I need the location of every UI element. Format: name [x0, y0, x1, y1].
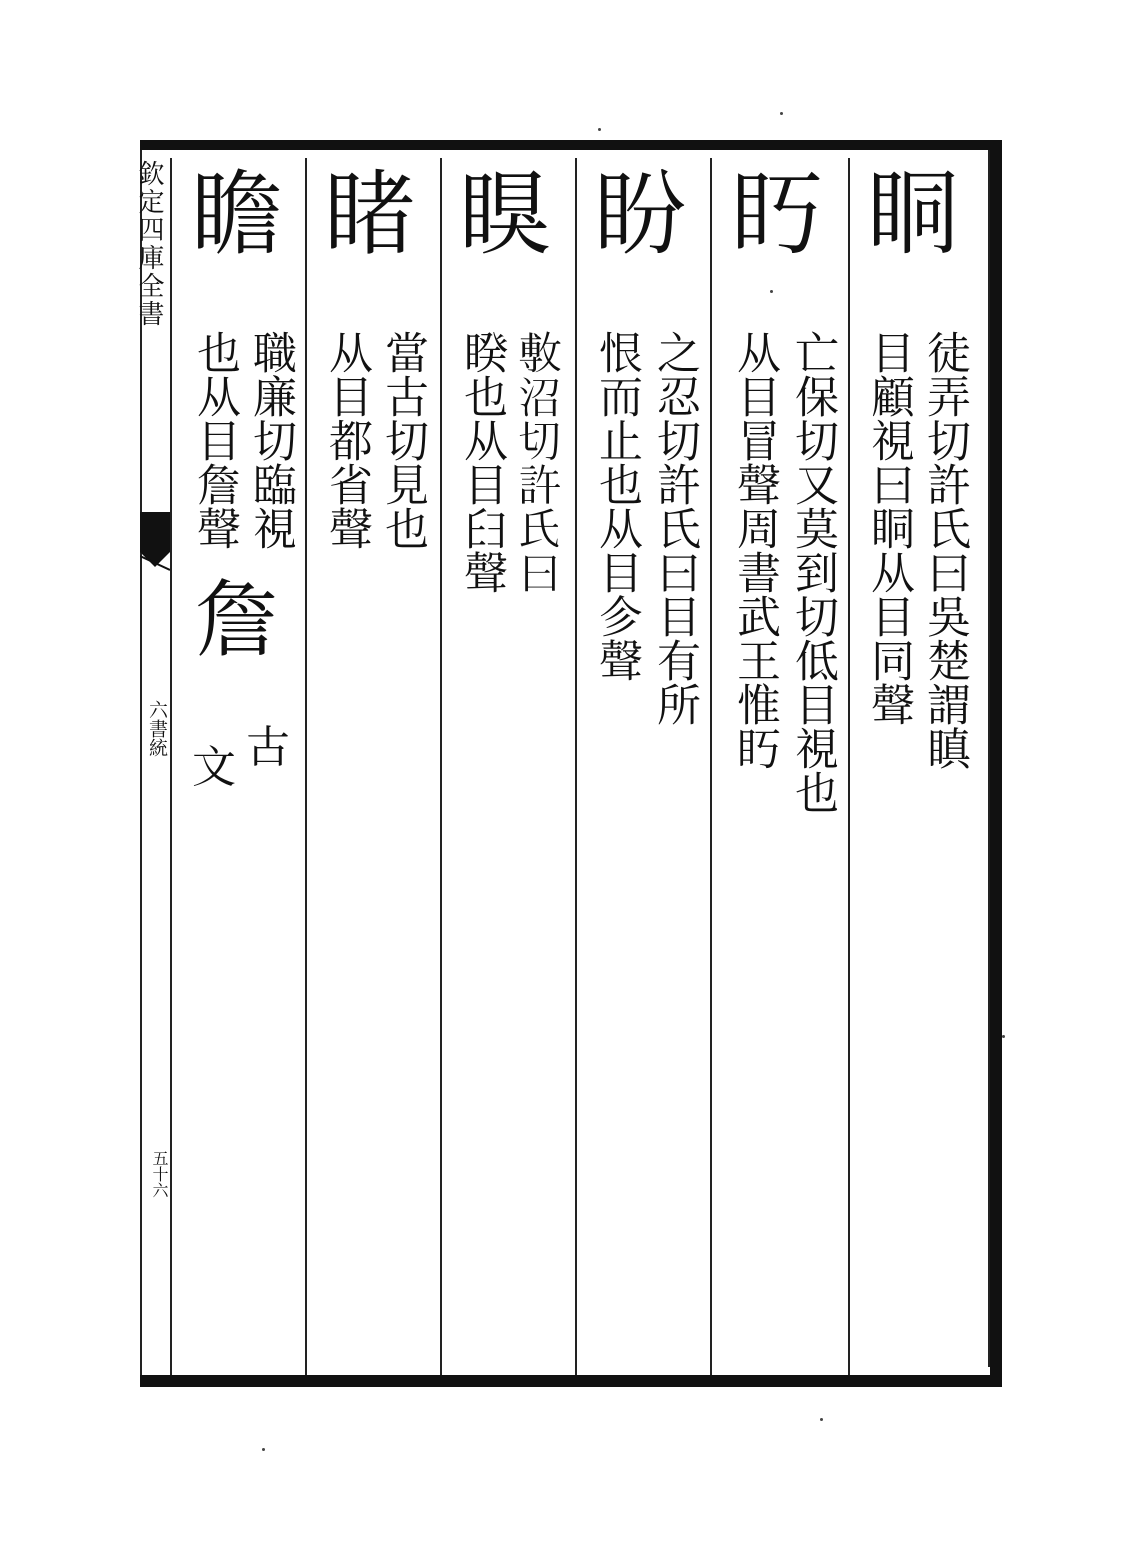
seal-character: 盼 [593, 161, 686, 268]
seal-character: 䀎 [730, 161, 823, 268]
column-divider [170, 158, 172, 1375]
gloss-line: 𢾭沼切許氏曰 [513, 330, 564, 594]
margin-book-name: 六書統 [146, 700, 168, 757]
gloss-line: 徒弄切許氏曰吳楚謂瞋 [919, 330, 970, 770]
gloss-line: 之忍切許氏曰目有所 [649, 330, 700, 726]
column-divider [575, 158, 577, 1375]
gloss-line: 睽也从目𦥑聲 [456, 330, 507, 594]
frame-right-border [990, 140, 1002, 1387]
seal-character: 眮 [866, 161, 959, 268]
gloss-line: 亡保切又莫到切低目視也 [787, 330, 838, 814]
variant-seal-character: 詹 [194, 571, 279, 669]
gloss-line: 从目冒聲周書武王惟䀎 [729, 330, 780, 770]
gloss-line: 从目都省聲 [321, 330, 372, 550]
gloss-line: 恨而止也从目㐱聲 [591, 330, 642, 682]
column-divider [848, 158, 850, 1375]
seal-character: 瞻 [190, 161, 283, 268]
margin-page-number: 五十六 [150, 1150, 169, 1198]
seal-character: 睹 [323, 161, 416, 268]
variant-label: 古 [246, 722, 290, 773]
gloss-line: 當古切見也 [377, 330, 428, 550]
column-divider [988, 150, 990, 1367]
variant-label: 文 [192, 742, 236, 793]
seal-character: 瞁 [458, 161, 551, 268]
gloss-line: 目顧視曰眮从目同聲 [863, 330, 914, 726]
fishtail-mark [140, 512, 170, 572]
gloss-line: 職廉切臨視 [245, 330, 296, 550]
column-divider [710, 158, 712, 1375]
column-divider [440, 158, 442, 1375]
frame-bottom-border [140, 1375, 1002, 1387]
gloss-line: 也从目詹聲 [189, 330, 240, 550]
frame-top-border [140, 140, 1002, 150]
margin-book-title: 欽定四庫全書 [134, 160, 164, 328]
column-divider [305, 158, 307, 1375]
